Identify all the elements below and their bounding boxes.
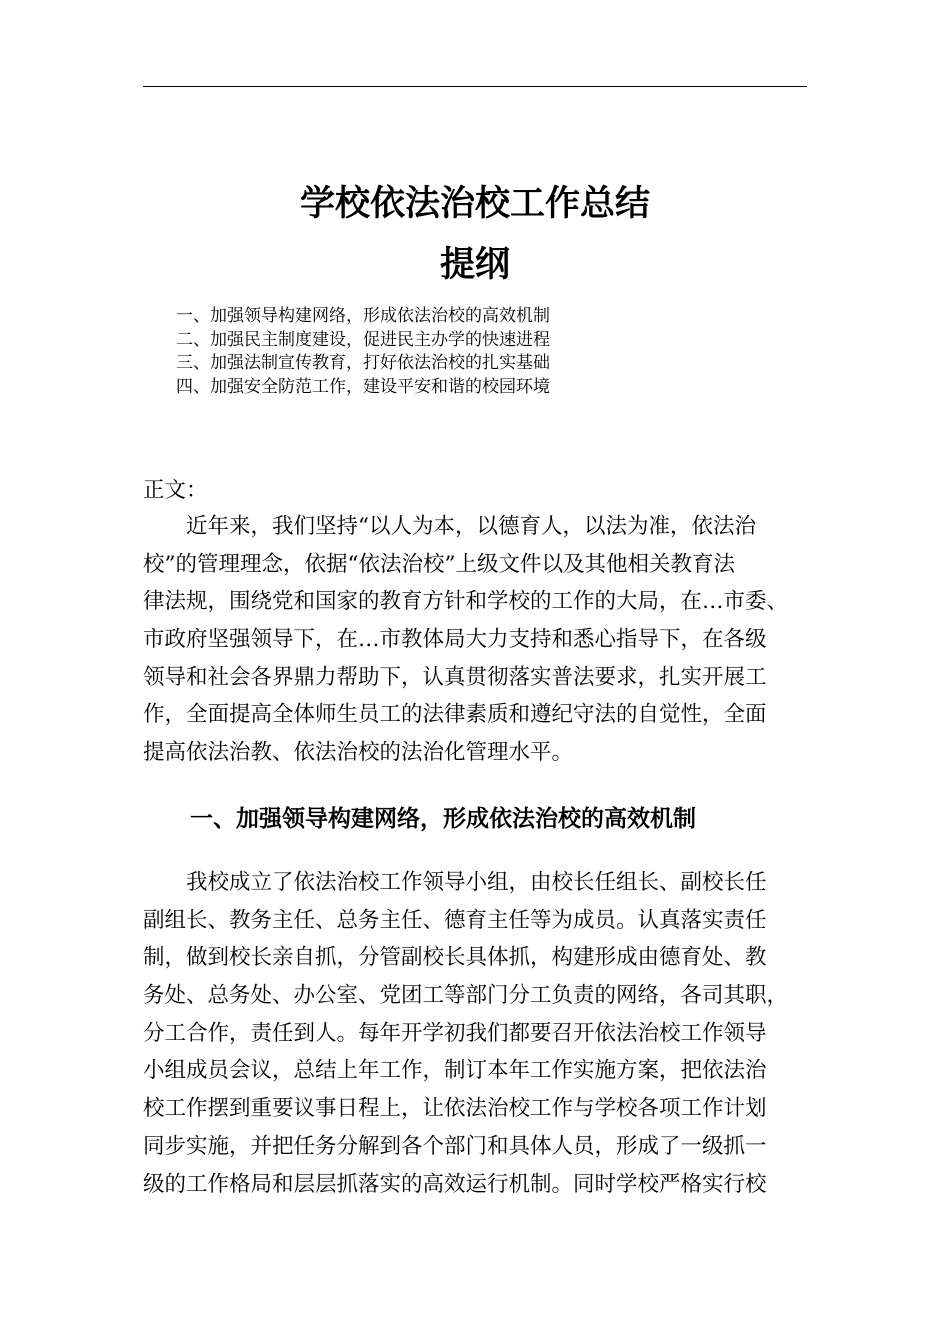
section-heading: 一、加强领导构建网络，形成依法治校的高效机制 <box>190 806 696 832</box>
paragraph-line: 近年来，我们坚持“以人为本，以德育人，以法为准，依法治 <box>186 514 756 539</box>
paragraph-line: 提高依法治教、依法治校的法治化管理水平。 <box>143 740 574 766</box>
outline-item: 四、加强安全防范工作，建设平安和谐的校园环境 <box>176 376 550 397</box>
paragraph-line: 作，全面提高全体师生员工的法律素质和遵纪守法的自觉性，全面 <box>143 702 767 728</box>
paragraph-line: 制，做到校长亲自抓，分管副校长具体抓，构建形成由德育处、教 <box>143 945 767 971</box>
paragraph-line: 小组成员会议，总结上年工作，制订本年工作实施方案，把依法治 <box>143 1058 767 1084</box>
outline-item: 三、加强法制宣传教育，打好依法治校的扎实基础 <box>176 353 550 373</box>
document-subtitle: 提纲 <box>439 245 510 285</box>
outline-item: 二、加强民主制度建设，促进民主办学的快速进程 <box>176 329 550 350</box>
paragraph-line: 同步实施，并把任务分解到各个部门和具体人员，形成了一级抓一 <box>143 1133 767 1159</box>
body-label: 正文： <box>143 478 208 503</box>
outline-list <box>176 305 816 399</box>
outline-item: 一、加强领导构建网络，形成依法治校的高效机制 <box>176 306 550 326</box>
paragraph-line: 市政府坚强领导下，在…市教体局大力支持和悉心指导下，在各级 <box>143 627 767 653</box>
paragraph-line: 我校成立了依法治校工作领导小组，由校长任组长、副校长任 <box>186 870 767 895</box>
paragraph-line: 副组长、教务主任、总务主任、德育主任等为成员。认真落实责任 <box>143 907 767 933</box>
paragraph-line: 领导和社会各界鼎力帮助下，认真贯彻落实普法要求，扎实开展工 <box>143 664 767 690</box>
paragraph-line: 分工合作，责任到人。每年开学初我们都要召开依法治校工作领导 <box>143 1020 767 1046</box>
paragraph-line: 级的工作格局和层层抓落实的高效运行机制。同时学校严格实行校 <box>143 1171 767 1197</box>
header-rule <box>143 86 807 87</box>
paragraph-line: 律法规，围绕党和国家的教育方针和学校的工作的大局，在…市委、 <box>143 589 789 615</box>
intro-paragraph <box>143 508 809 772</box>
document-title: 学校依法治校工作总结 <box>299 184 650 224</box>
paragraph-line: 校”的管理理念，依据“依法治校”上级文件以及其他相关教育法 <box>143 551 735 577</box>
section-paragraph <box>143 864 809 1203</box>
paragraph-line: 校工作摆到重要议事日程上，让依法治校工作与学校各项工作计划 <box>143 1096 767 1122</box>
paragraph-line: 务处、总务处、办公室、党团工等部门分工负责的网络，各司其职， <box>143 983 789 1009</box>
